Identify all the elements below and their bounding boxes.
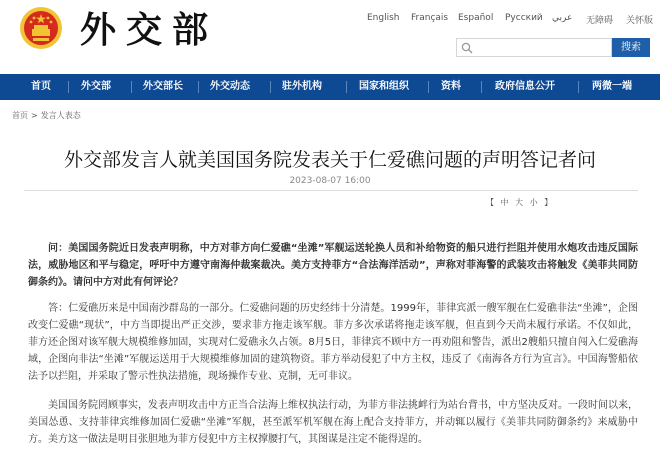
nav-divider	[270, 81, 271, 93]
nav-divider	[68, 81, 69, 93]
nav-ministry[interactable]: 外交部	[81, 81, 111, 92]
article-question: 问：美国国务院近日发表声明称，中方对菲方向仁爱礁“坐滩”军舰运送轮换人员和补给物资的船只进行拦阻并使用水炮攻击违反国际法，威胁地区和平与稳定，呼吁中方遵守南海仲裁案裁决。美方支持菲方“合法海洋活动”，声称对菲海警的武装攻击将触发《美菲共同防御条约》。请问中方对此有何评论？	[28, 243, 638, 288]
care-mode-link[interactable]: 关怀版	[626, 16, 654, 26]
nav-divider	[131, 81, 132, 93]
breadcrumb-current[interactable]: 发言人表态	[40, 111, 81, 120]
breadcrumb	[12, 110, 81, 121]
lang-french[interactable]: Français	[411, 13, 449, 23]
site-header	[0, 0, 660, 74]
search-input[interactable]	[456, 38, 612, 57]
font-size-selector	[484, 197, 554, 208]
article-date: 2023-08-07 16:00	[289, 176, 371, 186]
language-bar	[0, 13, 660, 27]
nav-countries-organizations[interactable]: 国家和组织	[359, 81, 409, 92]
nav-home[interactable]: 首页	[31, 81, 51, 92]
search-icon	[461, 42, 473, 54]
nav-minister[interactable]: 外交部长	[143, 81, 183, 92]
search-button[interactable]: 搜索	[612, 38, 650, 57]
article-paragraph: 美国国务院罔顾事实，发表声明攻击中方正当合法海上维权执法行动，为菲方非法挑衅行为站台背书，中方坚决反对。一段时间以来，美国怂恿、支持菲律宾维修加固仁爱礁“坐滩”军舰，甚至派军机军舰在海上配合支持菲方，并动辄以履行《美菲共同防御条约》来威胁中方。美方这一做法是明目张胆地为菲方侵犯中方主权撑腰打气，其图谋是注定不能得逞的。	[28, 400, 638, 445]
nav-divider	[346, 81, 347, 93]
nav-divider	[481, 81, 482, 93]
font-size-medium[interactable]: 中	[500, 198, 509, 207]
lang-arabic[interactable]: عربي	[552, 13, 573, 23]
lang-english[interactable]: English	[367, 13, 400, 23]
accessibility-link[interactable]: 无障碍	[586, 16, 614, 26]
article-answer: 答：仁爱礁历来是中国南沙群岛的一部分。仁爱礁问题的历史经纬十分清楚。1999年，菲律宾派一艘军舰在仁爱礁非法“坐滩”，企图改变仁爱礁“现状”，中方当即提出严正交涉，要求菲方拖走该军舰。菲方多次承诺将拖走该军舰，但直到今天尚未履行承诺。不仅如此，菲方还企图对该军舰大规模维修加固，实现对仁爱礁永久占领。8月5日，菲律宾不顾中方一再劝阻和警告，派出2艘船只擅自闯入仁爱礁海域，企图向非法“坐滩”军舰运送用于大规模维修加固的建筑物资。菲方举动侵犯了中方主权，违反了《南海各方行为宣言》。中国海警船依法予以拦阻，并采取了警示性执法措施，现场操作专业、克制，无可非议。	[28, 303, 638, 382]
font-size-large[interactable]: 大	[515, 198, 524, 207]
lang-russian[interactable]: Русский	[505, 13, 543, 23]
font-size-bracket-close: 】	[544, 198, 553, 207]
font-size-bracket-open: 【	[486, 198, 494, 207]
nav-diplomatic-news[interactable]: 外交动态	[210, 81, 250, 92]
breadcrumb-separator: >	[31, 111, 38, 120]
nav-government-information[interactable]: 政府信息公开	[495, 81, 555, 92]
title-divider	[24, 190, 638, 191]
nav-divider	[578, 81, 579, 93]
font-size-small[interactable]: 小	[529, 198, 538, 207]
breadcrumb-home[interactable]: 首页	[12, 111, 28, 120]
article-body	[28, 240, 638, 457]
nav-social-media[interactable]: 两微一端	[592, 81, 632, 92]
nav-resources[interactable]: 资料	[441, 81, 461, 92]
main-nav	[0, 74, 660, 100]
article-title: 外交部发言人就美国国务院发表关于仁爱礁问题的声明答记者问	[63, 149, 596, 171]
nav-missions-abroad[interactable]: 驻外机构	[282, 81, 322, 92]
nav-divider	[198, 81, 199, 93]
site-logo-text[interactable]: 外交部	[80, 9, 219, 51]
lang-spanish[interactable]: Español	[458, 13, 494, 23]
nav-divider	[428, 81, 429, 93]
